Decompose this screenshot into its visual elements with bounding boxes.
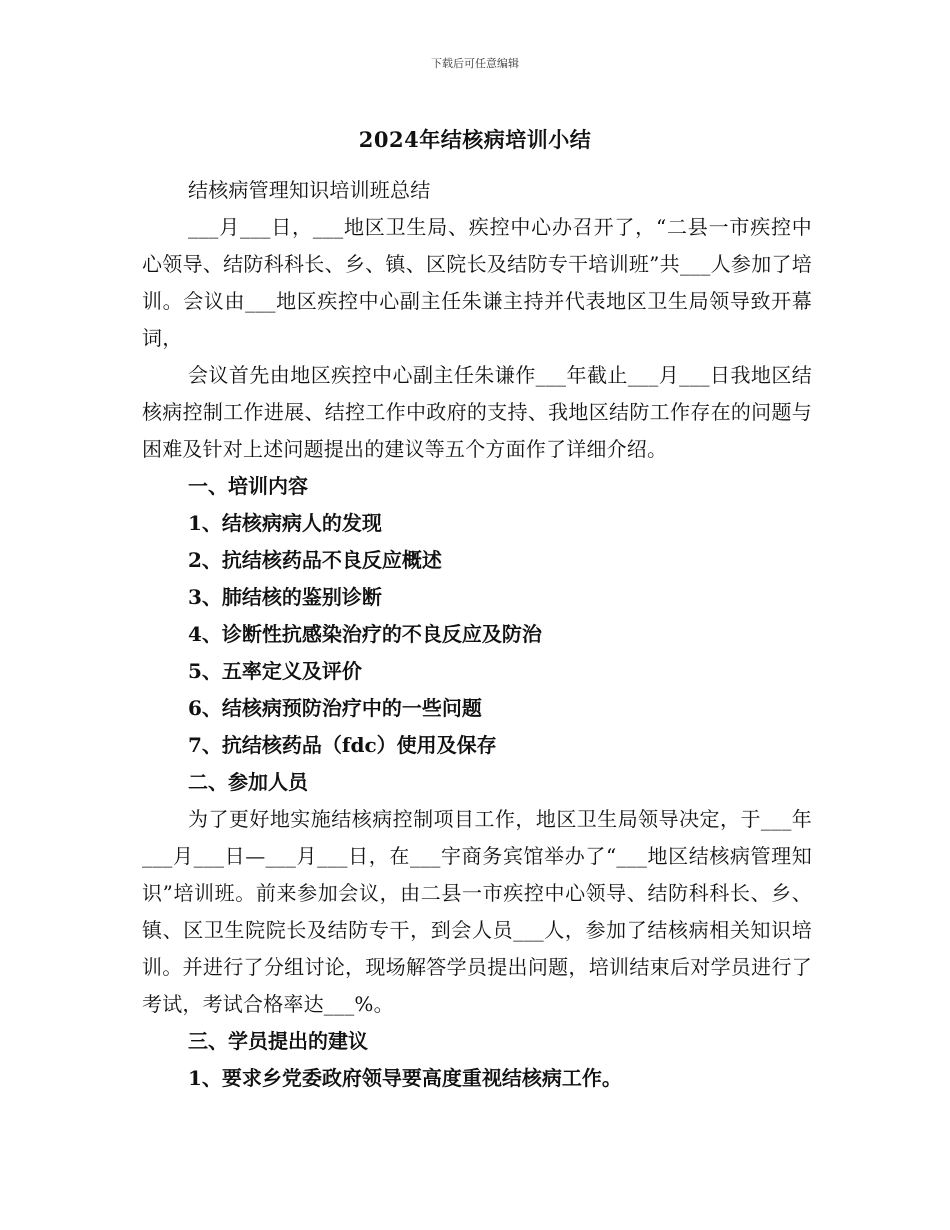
section-heading-training-content: 一、培训内容 (188, 474, 308, 498)
training-item: 2、抗结核药品不良反应概述 (188, 548, 442, 572)
document-title: 2024年结核病培训小结 (358, 127, 592, 152)
section-heading-suggestions: 三、学员提出的建议 (188, 1029, 368, 1053)
intro-paragraph: ___月___日，___地区卫生局、疾控中心办召开了，“二县一市疾控中心领导、结防科科长、乡、镇、区院长及结防专干培训班”共___人参加了培训。会议由___地区疾控中心副主任朱谦主持并代表地区卫生局领导致开幕词， (142, 215, 812, 350)
training-item: 4、诊断性抗感染治疗的不良反应及防治 (188, 622, 542, 646)
section-heading-participants: 二、参加人员 (188, 770, 308, 794)
training-item: 5、五率定义及评价 (188, 659, 362, 683)
training-item: 3、肺结核的鉴别诊断 (188, 585, 382, 609)
training-item: 1、结核病病人的发现 (188, 511, 382, 535)
subtitle-paragraph: 结核病管理知识培训班总结 (188, 178, 431, 202)
suggestion-item: 1、要求乡党委政府领导要高度重视结核病工作。 (188, 1066, 622, 1090)
training-item: 6、结核病预防治疗中的一些问题 (188, 696, 482, 720)
meeting-paragraph: 会议首先由地区疾控中心副主任朱谦作___年截止___月___日我地区结核病控制工作进展、结控工作中政府的支持、我地区结防工作存在的问题与困难及针对上述问题提出的建议等五个方面作了详细介绍。 (142, 363, 812, 461)
document-body (142, 172, 812, 1097)
training-item: 7、抗结核药品（fdc）使用及保存 (188, 733, 497, 757)
header-note: 下载后可任意编辑 (431, 57, 519, 70)
participants-paragraph: 为了更好地实施结核病控制项目工作，地区卫生局领导决定，于___年___月___日—___月___日，在___宇商务宾馆举办了“___地区结核病管理知识”培训班。前来参加会议，由二县一市疾控中心领导、结防科科长、乡、镇、区卫生院院长及结防专干，到会人员___人，参加了结核病相关知识培训。并进行了分组讨论，现场解答学员提出问题，培训结束后对学员进行了考试，考试合格率达___%。 (142, 807, 812, 1016)
